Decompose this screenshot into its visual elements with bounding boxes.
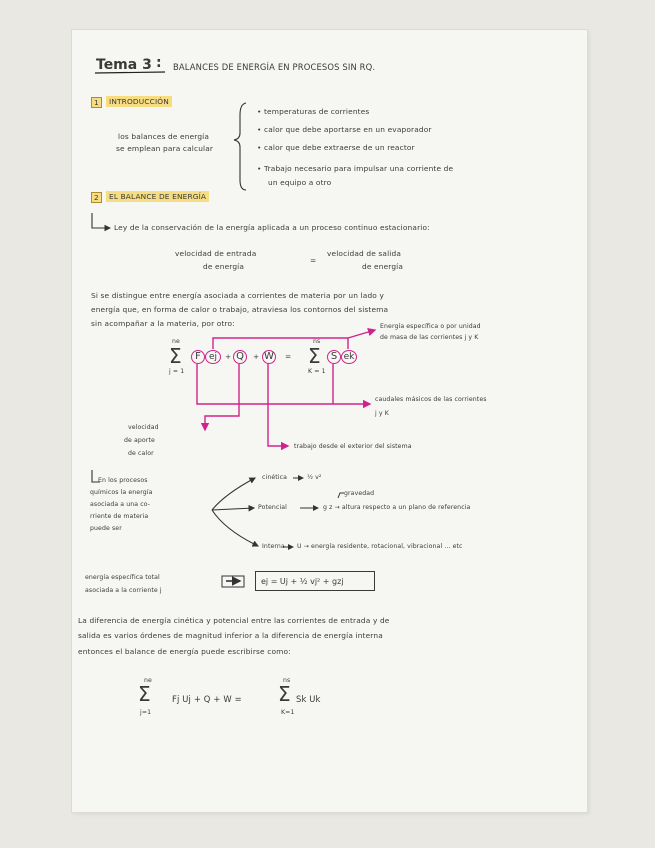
paragraph-line: entonces el balance de energía puede escribirse como: [78,647,291,656]
annotation-specific-energy-2: de masa de las corrientes j y K [380,334,479,341]
plus-sign: + [225,352,232,361]
section-title-intro: INTRODUCCIÓN [106,96,172,107]
law-right-line1: velocidad de salida [327,249,402,258]
sum-upper-limit-ne: ne [172,338,180,345]
annotation-mass-flows-1: caudales másicos de las corrientes [375,396,487,403]
paragraph-line: salida es varios órdenes de magnitud inferior a la diferencia de energía interna [78,631,383,640]
internal-formula: U → energía residente, rotacional, vibracional ... etc [297,543,463,550]
final-sum-upper-ns: ns [283,677,291,684]
forms-lead-line: puede ser [90,525,122,532]
equals-sign: = [285,352,292,361]
page-title: BALANCES DE ENERGÍA EN PROCESOS SIN RQ. [173,62,376,72]
forms-lead-line: asociada a una co- [90,501,151,508]
kinetic-label: cinética [262,474,287,481]
bullet-item-continued: un equipo a otro [268,178,332,187]
paragraph-line: Si se distingue entre energía asociada a corrientes de materia por un lado y [91,291,384,300]
paragraph-line: La diferencia de energía cinética y potencial entre las corrientes de entrada y de [78,616,390,625]
specific-energy-formula-box: ej = Uj + ½ vj² + gzj [255,571,375,591]
law-equals: = [310,256,317,265]
topic-number: Tema 3 [96,57,152,73]
summation-sign: Σ [308,344,321,368]
annotation-work: trabajo desde el exterior del sistema [294,443,412,450]
forms-lead-line: En los procesos [98,477,148,484]
internal-label: Interna [262,543,285,550]
law-left-line1: velocidad de entrada [175,249,257,258]
gravity-label: gravedad [344,490,375,497]
intro-lead-line2: se emplean para calcular [116,144,214,153]
sum-lower-limit-j: j = 1 [169,368,185,375]
summation-sign: Σ [169,344,182,368]
conservation-law-text: Ley de la conservación de la energía aplicada a un proceso continuo estacionario: [114,223,430,232]
section-number-2: 2 [91,192,102,203]
final-summation-sign: Σ [138,682,151,706]
law-left-line2: de energía [203,262,245,271]
law-right-line2: de energía [362,262,404,271]
flow-S: S [327,350,341,364]
final-sum-lower-k: K=1 [281,709,295,716]
final-summation-sign: Σ [278,682,291,706]
intro-lead-line1: los balances de energía [118,132,210,141]
work-W: W [262,350,276,364]
bullet-item: • calor que debe extraerse de un reactor [257,143,415,152]
flow-F: F [191,350,205,364]
annotation-mass-flows-2: j y K [375,410,389,417]
annotation-specific-energy-1: Energía específica o por unidad [380,323,481,330]
final-sum-lower-j: j=1 [140,709,152,716]
section-number-1: 1 [91,97,102,108]
specific-energy-label-1: energía específica total [85,574,160,581]
potential-formula: g z → altura respecto a un plano de referencia [323,504,471,511]
annotation-heat-rate-2: de aporte [124,437,155,444]
bullet-item: • Trabajo necesario para impulsar una corriente de [257,164,454,173]
section-title-balance: EL BALANCE DE ENERGÍA [106,191,209,202]
specific-energy-ek: ek [341,350,357,364]
sum-upper-limit-ns: ns [313,338,321,345]
paragraph-line: energía que, en forma de calor o trabajo, atraviesa los contornos del sistema [91,305,389,314]
heat-Q: Q [233,350,247,364]
forms-lead-line: químicos la energía [90,489,153,496]
plus-sign: + [253,352,260,361]
forms-lead-line: rriente de materia [90,513,149,520]
final-sum-upper-ne: ne [144,677,152,684]
bullet-item: • calor que debe aportarse en un evaporador [257,125,432,134]
annotation-heat-rate-1: velocidad [128,424,159,431]
specific-energy-ej: ej [205,350,221,364]
bullet-item: • temperaturas de corrientes [257,107,370,116]
annotation-heat-rate-3: de calor [128,450,154,457]
final-equation-right: Sk Uk [296,694,321,704]
kinetic-formula: ½ v² [307,474,322,481]
final-equation-left: Fj Uj + Q + W = [172,694,242,704]
title-colon: : [156,55,162,71]
potential-label: Potencial [258,504,287,511]
specific-energy-label-2: asociada a la corriente j [85,587,162,594]
sum-lower-limit-k: K = 1 [308,368,326,375]
paragraph-line: sin acompañar a la materia, por otro: [91,319,235,328]
